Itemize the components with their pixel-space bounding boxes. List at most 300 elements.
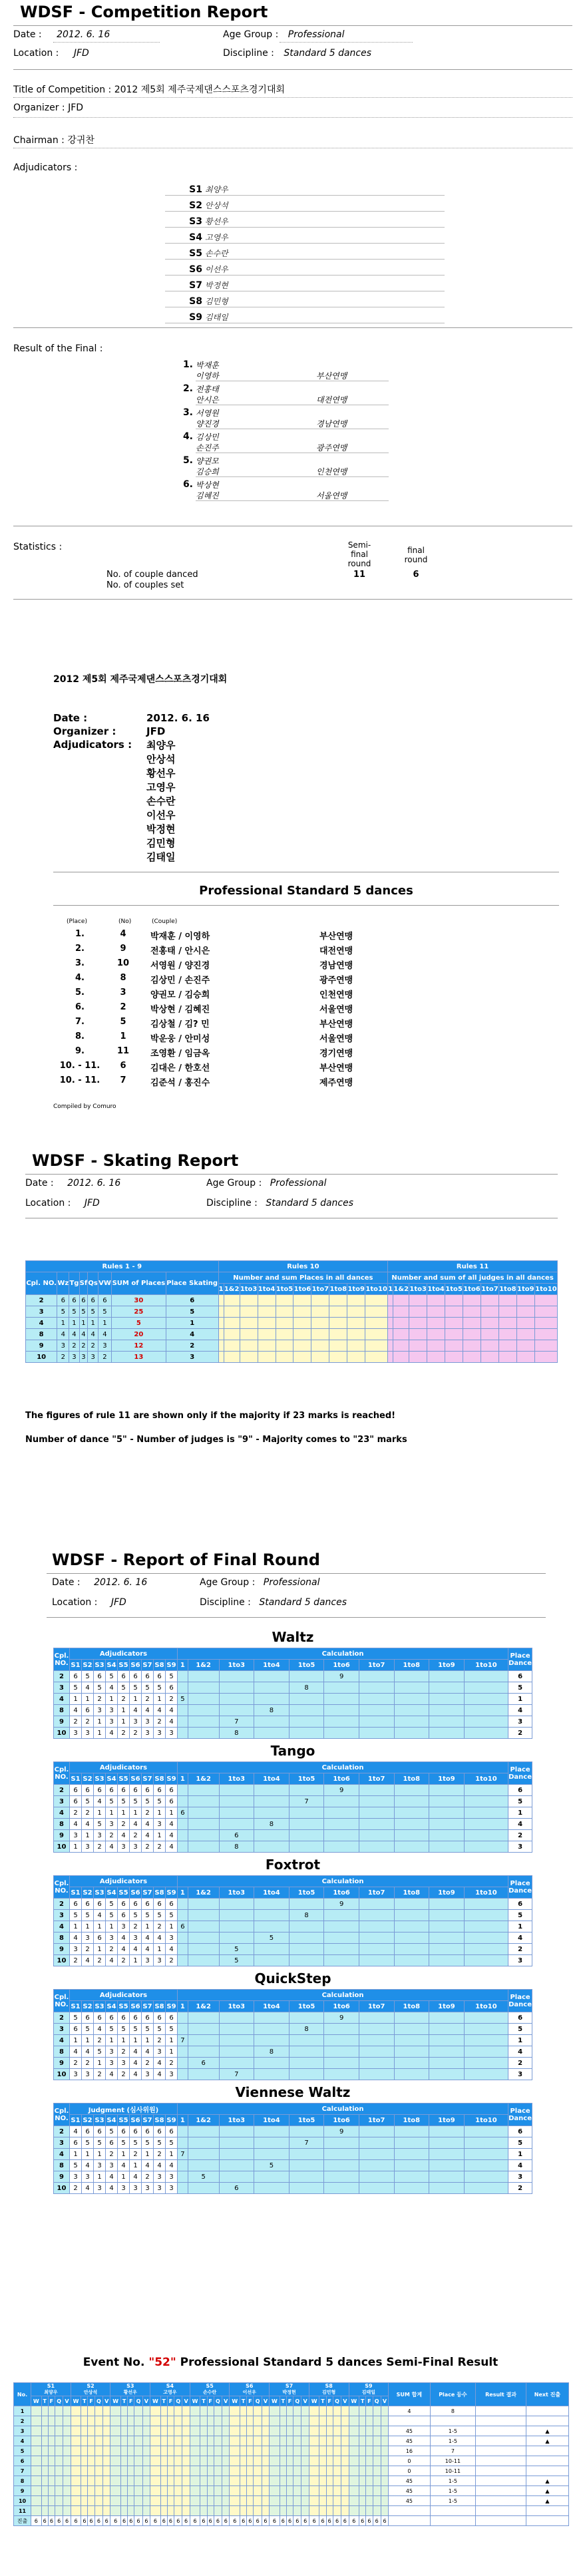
semi-footer-empty [526, 2516, 568, 2526]
calc-cell [394, 2012, 429, 2024]
judge-code: S7 [285, 2383, 293, 2389]
calc-cell [394, 2137, 429, 2149]
final-cpl: 2 [54, 1671, 70, 1682]
calc-cell [254, 1910, 290, 1921]
rule10-cell [218, 1340, 224, 1352]
semi-final-result [0, 2356, 581, 2576]
semi-mark-cell [174, 2496, 182, 2506]
calc-cell [178, 1796, 188, 1807]
calc-cell [464, 1807, 508, 1819]
summary-adjudicator: 황선우 [146, 767, 176, 779]
judge-mark: 5 [142, 1910, 154, 1921]
calc-cell: 5 [219, 1944, 254, 1955]
rule11-cell [393, 1352, 409, 1363]
final-place: 4 [508, 1932, 532, 1944]
calc-column-header: 1to8 [394, 2001, 429, 2012]
judge-mark: 2 [154, 1921, 166, 1932]
calc-cell [464, 2024, 508, 2035]
calc-column-header: 1to9 [429, 1773, 465, 1785]
calc-column-header: 1to9 [429, 1660, 465, 1671]
result-place: 4. [182, 431, 193, 442]
semi-mark-cell [381, 2456, 388, 2466]
final-place: 1 [508, 1921, 532, 1932]
semi-mark-cell [31, 2476, 42, 2486]
judge-mark: 2 [166, 1694, 178, 1705]
calc-cell [254, 1944, 290, 1955]
semi-mark-cell [55, 2416, 63, 2426]
judge-mark: 5 [106, 2126, 118, 2137]
dance-title: Waltz [272, 1629, 314, 1645]
semi-mark-cell [63, 2476, 71, 2486]
final-place: 1 [508, 2035, 532, 2046]
semi-place: 10-11 [430, 2456, 476, 2466]
semi-mark-cell [81, 2456, 88, 2466]
final-row [54, 2024, 532, 2035]
calc-column-header: 1to7 [359, 1660, 394, 1671]
calc-cell [188, 1841, 219, 1853]
judge-mark: 6 [142, 1899, 154, 1910]
calc-cell [324, 1910, 359, 1921]
semi-mark-cell [293, 2466, 301, 2476]
calc-cell [394, 1785, 429, 1796]
semi-mark-cell [301, 2406, 309, 2416]
calc-cell [464, 1785, 508, 1796]
final-place: 3 [508, 2171, 532, 2183]
calc-column-header: 1to4 [254, 2001, 290, 2012]
calc-cell [289, 1830, 324, 1841]
rule11-cell [409, 1329, 427, 1340]
semi-mark-cell [174, 2446, 182, 2456]
calc-cell [429, 1932, 465, 1944]
final-row [54, 1796, 532, 1807]
semi-mark-cell [373, 2406, 381, 2416]
calc-cell: 8 [289, 2024, 324, 2035]
dance-letter-header: Q [55, 2396, 63, 2406]
judge-mark: 3 [70, 2069, 82, 2080]
semi-mark-cell [63, 2446, 71, 2456]
judge-mark: 4 [154, 1932, 166, 1944]
rule11-cell [516, 1318, 534, 1329]
final-row [54, 2046, 532, 2058]
calc-cell [464, 2126, 508, 2137]
rule10-cell [293, 1340, 311, 1352]
semi-mark-cell [110, 2466, 121, 2476]
semi-mark-cell [190, 2476, 200, 2486]
semi-mark-cell [341, 2446, 349, 2456]
calc-cell [359, 1682, 394, 1694]
final-row [54, 1716, 532, 1728]
semi-mark-cell [366, 2416, 373, 2426]
summary-adjudicator: 박정현 [146, 823, 176, 835]
judge-mark: 6 [166, 1785, 178, 1796]
judge-header: S8 [154, 2115, 166, 2126]
semi-mark-cell [55, 2456, 63, 2466]
semi-mark-cell [190, 2416, 200, 2426]
calc-cell [359, 1830, 394, 1841]
semi-mark-cell [167, 2416, 174, 2426]
judge-mark: 4 [130, 2069, 142, 2080]
calc-cell [254, 1728, 290, 1739]
ranking-number: 8 [120, 973, 126, 983]
ranking-number: 1 [120, 1031, 126, 1041]
semi-mark-cell [270, 2486, 280, 2496]
judge-mark: 4 [70, 1932, 82, 1944]
calc-cell [178, 1682, 188, 1694]
skating-sum: 13 [112, 1352, 166, 1363]
dance-title: Tango [270, 1743, 315, 1759]
summary-date-value: 2012. 6. 16 [146, 712, 210, 724]
calc-cell [359, 1955, 394, 1966]
ranking-couple: 김상철 / 김? 민 [150, 1019, 210, 1029]
calc-cell [394, 1932, 429, 1944]
rule11-cell [463, 1306, 481, 1318]
cpl-header: Cpl. NO. [54, 1876, 70, 1899]
semi-mark-cell [333, 2436, 341, 2446]
calc-cell [289, 1716, 324, 1728]
result-entry [166, 454, 453, 478]
semi-mark-cell [293, 2476, 301, 2486]
judge-header [31, 2383, 71, 2396]
semi-mark-cell [103, 2416, 110, 2426]
final-round-title: WDSF - Report of Final Round [52, 1551, 320, 1569]
semi-footer-value: 6 [359, 2516, 366, 2526]
semi-mark-cell [41, 2426, 48, 2436]
dance-letter-header: T [319, 2396, 326, 2406]
semi-mark-cell [333, 2486, 341, 2496]
rule11-cell [388, 1340, 393, 1352]
location-label: Location : [13, 48, 59, 59]
semi-mark-cell [160, 2466, 167, 2476]
semi-result [476, 2466, 526, 2476]
final-row [54, 1841, 532, 1853]
semi-mark-cell [309, 2506, 319, 2516]
calc-cell [289, 2035, 324, 2046]
semi-mark-cell [319, 2506, 326, 2516]
skating-dance-place: 5 [57, 1306, 69, 1318]
calc-cell [464, 2058, 508, 2069]
semi-mark-cell [31, 2406, 42, 2416]
semi-footer-value: 6 [31, 2516, 42, 2526]
semi-mark-cell [280, 2476, 286, 2486]
semi-mark-cell [88, 2506, 95, 2516]
semi-mark-cell [247, 2436, 254, 2446]
calc-cell [359, 2183, 394, 2194]
age-group-value: Professional [270, 1178, 327, 1189]
semi-mark-cell [110, 2446, 121, 2456]
final-place: 4 [508, 1705, 532, 1716]
judge-mark: 5 [70, 2012, 82, 2024]
calc-cell [289, 1955, 324, 1966]
ranking-row [53, 973, 559, 988]
final-place: 1 [508, 1807, 532, 1819]
judge-mark: 4 [70, 2046, 82, 2058]
calc-cell [359, 2058, 394, 2069]
semi-footer-value: 6 [174, 2516, 182, 2526]
judge-mark: 2 [94, 2035, 106, 2046]
semi-result [476, 2476, 526, 2486]
judge-mark: 4 [70, 1819, 82, 1830]
date-label: Date : [13, 29, 42, 40]
calc-cell [359, 2160, 394, 2171]
calc-cell [359, 2069, 394, 2080]
judge-mark: 5 [130, 2137, 142, 2149]
skating-dance-place: 4 [88, 1329, 98, 1340]
judge-header: S1 [70, 2115, 82, 2126]
judge-mark: 3 [106, 1705, 118, 1716]
semi-mark-cell [381, 2486, 388, 2496]
semi-next: ▲ [526, 2476, 568, 2486]
ranking-row [53, 1031, 559, 1046]
rule10-cell [218, 1329, 224, 1340]
result-entry [166, 358, 453, 382]
semi-mark-cell [142, 2426, 150, 2436]
skating-dance-place: 2 [57, 1352, 69, 1363]
judge-mark: 4 [154, 1705, 166, 1716]
place-column-header: 1to3 [409, 1284, 427, 1295]
judge-code: S6 [246, 2383, 254, 2389]
final-cpl: 2 [54, 1785, 70, 1796]
semi-footer-value: 6 [280, 2516, 286, 2526]
rule11-cell [481, 1306, 498, 1318]
semi-mark-cell [349, 2436, 359, 2446]
title-of-competition-value: 2012 제5회 제주국제댄스스포츠경기대회 [114, 85, 285, 95]
calc-cell [289, 2160, 324, 2171]
semi-mark-cell [270, 2456, 280, 2466]
final-row [54, 2069, 532, 2080]
calc-cell [464, 1841, 508, 1853]
judge-mark: 6 [130, 1785, 142, 1796]
calc-cell [429, 1910, 465, 1921]
semi-mark-cell [286, 2406, 293, 2416]
calc-cell [359, 1807, 394, 1819]
rule10-cell [240, 1352, 258, 1363]
calc-cell [178, 1819, 188, 1830]
semi-mark-cell [230, 2466, 240, 2476]
calc-cell [429, 1728, 465, 1739]
calc-cell [464, 1932, 508, 1944]
calc-cell [219, 1671, 254, 1682]
semi-final-title-suffix: Professional Standard 5 dances Semi-Final Result [180, 2356, 498, 2369]
calc-cell [359, 1671, 394, 1682]
semi-mark-cell [230, 2406, 240, 2416]
judge-header [150, 2383, 190, 2396]
final-cpl: 8 [54, 2046, 70, 2058]
semi-sum: 0 [389, 2466, 430, 2476]
judge-code: S8 [325, 2383, 333, 2389]
judge-mark: 4 [166, 1944, 178, 1955]
judge-mark: 2 [118, 1819, 130, 1830]
place-column-header: 1to7 [311, 1284, 329, 1295]
ranking-region: 부산연맹 [319, 1019, 353, 1029]
rule10-cell [293, 1329, 311, 1340]
semi-mark-cell [254, 2436, 262, 2446]
semi-mark-cell [373, 2506, 381, 2516]
judge-mark: 5 [70, 1682, 82, 1694]
rule11-cell [388, 1352, 393, 1363]
calc-cell [254, 2035, 290, 2046]
semi-mark-cell [174, 2456, 182, 2466]
judge-header: S2 [82, 1887, 94, 1899]
judge-code: S1 [47, 2383, 55, 2389]
couples-set-label: No. of couples set [106, 580, 184, 590]
calc-cell [429, 2171, 465, 2183]
semi-sum: 4 [389, 2406, 430, 2416]
semi-no: 1 [14, 2406, 31, 2416]
semi-mark-cell [214, 2416, 222, 2426]
judge-mark: 3 [94, 1830, 106, 1841]
final-row [54, 2149, 532, 2160]
semi-mark-cell [41, 2496, 48, 2506]
age-group-label: Age Group : [200, 1577, 256, 1588]
judge-mark: 3 [130, 2183, 142, 2194]
rule10-cell [329, 1329, 347, 1340]
ranking-place: 3. [75, 958, 85, 968]
adjudicators-header: Judgment (심사위원) [70, 2104, 178, 2115]
judge-code: S2 [87, 2383, 95, 2389]
semi-mark-cell [381, 2466, 388, 2476]
judge-mark: 3 [106, 1819, 118, 1830]
calc-cell [394, 1944, 429, 1955]
summary-date-label: Date : [53, 712, 88, 724]
skating-row [26, 1329, 558, 1340]
rules-10-subheader: Number and sum Places in all dances [218, 1272, 388, 1284]
calc-cell [254, 2126, 290, 2137]
judge-mark: 5 [94, 2046, 106, 2058]
ranking-place: 5. [75, 988, 85, 998]
judge-mark: 5 [118, 1682, 130, 1694]
semi-mark-cell [128, 2496, 134, 2506]
calc-cell [394, 2024, 429, 2035]
dance-letter-header: F [286, 2396, 293, 2406]
semi-mark-cell [182, 2456, 190, 2466]
rule10-cell [224, 1340, 240, 1352]
rule10-cell [347, 1295, 365, 1306]
judge-mark: 6 [166, 1796, 178, 1807]
skating-note-1: The figures of rule 11 are shown only if the majority if 23 marks is reached! [25, 1411, 396, 1421]
judge-mark: 1 [118, 2171, 130, 2183]
calc-cell [188, 1899, 219, 1910]
skating-dance-place: 3 [57, 1340, 69, 1352]
judge-mark: 1 [106, 1694, 118, 1705]
result-entry [166, 382, 453, 406]
rule11-cell [481, 1318, 498, 1329]
calc-cell [178, 2024, 188, 2035]
rule11-cell [445, 1340, 463, 1352]
judge-mark: 3 [166, 1728, 178, 1739]
dance-header: Sf [79, 1272, 88, 1295]
judge-mark: 6 [70, 2024, 82, 2035]
rule10-cell [218, 1352, 224, 1363]
rule11-cell [498, 1318, 516, 1329]
ranking-couple: 전홍태 / 안시은 [150, 946, 210, 956]
judge-mark: 4 [106, 2171, 118, 2183]
judge-mark: 3 [130, 1841, 142, 1853]
skating-dance-place: 4 [98, 1329, 111, 1340]
semi-place [430, 2506, 476, 2516]
semi-mark-cell [48, 2506, 55, 2516]
dance-letter-header: F [366, 2396, 373, 2406]
semi-sum [389, 2416, 430, 2426]
semi-footer-value: 6 [48, 2516, 55, 2526]
judge-mark: 5 [118, 2024, 130, 2035]
calc-cell [178, 2069, 188, 2080]
divider [13, 69, 572, 70]
calc-cell [254, 1830, 290, 1841]
judge-mark: 4 [154, 2069, 166, 2080]
judge-mark: 2 [166, 2058, 178, 2069]
semi-row [14, 2436, 569, 2446]
rule11-cell [388, 1318, 393, 1329]
judge-mark: 1 [70, 1694, 82, 1705]
place-column-header: 1to9 [516, 1284, 534, 1295]
calc-cell [359, 1910, 394, 1921]
place-column-header: 1to9 [347, 1284, 365, 1295]
judge-mark: 2 [106, 2149, 118, 2160]
judge-mark: 6 [166, 2012, 178, 2024]
semi-sum: 16 [389, 2446, 430, 2456]
semi-footer-value: 6 [262, 2516, 269, 2526]
judge-header: S7 [142, 1660, 154, 1671]
judge-header: S5 [118, 1773, 130, 1785]
judge-mark: 5 [70, 2160, 82, 2171]
semi-mark-cell [174, 2436, 182, 2446]
calc-cell [289, 2046, 324, 2058]
adjudicators-header: Adjudicators [70, 1762, 178, 1773]
semi-mark-cell [31, 2416, 42, 2426]
summary-header: Place 등수 [430, 2383, 476, 2406]
semi-mark-cell [63, 2486, 71, 2496]
calc-cell [394, 1899, 429, 1910]
judge-mark: 6 [118, 1785, 130, 1796]
adjudicators-header: Adjudicators [70, 1990, 178, 2001]
calc-cell [359, 1785, 394, 1796]
judge-header: S4 [106, 2001, 118, 2012]
semi-next [526, 2456, 568, 2466]
calc-cell: 9 [324, 1785, 359, 1796]
statistics [13, 526, 572, 606]
semi-row [14, 2426, 569, 2436]
calc-cell [394, 2183, 429, 2194]
semi-mark-cell [174, 2486, 182, 2496]
ranking-table [53, 929, 559, 1090]
dance-letter-header: Q [174, 2396, 182, 2406]
semi-mark-cell [63, 2406, 71, 2416]
semi-mark-cell [349, 2476, 359, 2486]
organizer-value: JFD [68, 102, 84, 113]
calc-cell [394, 2171, 429, 2183]
rule10-cell [240, 1329, 258, 1340]
calc-column-header: 1to4 [254, 1660, 290, 1671]
semi-mark-cell [41, 2466, 48, 2476]
result-partner-1: 서영원 [196, 409, 219, 418]
judge-mark: 6 [82, 1785, 94, 1796]
semi-mark-cell [349, 2416, 359, 2426]
calc-cell [359, 1796, 394, 1807]
calc-cell [324, 2137, 359, 2149]
semi-footer-value: 6 [200, 2516, 207, 2526]
judge-mark: 1 [118, 2035, 130, 2046]
semi-mark-cell [190, 2446, 200, 2456]
rule10-cell [329, 1318, 347, 1329]
rule10-cell [276, 1306, 293, 1318]
semi-mark-cell [160, 2486, 167, 2496]
semi-footer-empty [430, 2516, 476, 2526]
rule10-cell [329, 1295, 347, 1306]
judge-mark: 5 [82, 2137, 94, 2149]
calc-cell [359, 2046, 394, 2058]
semi-mark-cell [174, 2506, 182, 2516]
chairman-label: Chairman : [13, 135, 65, 146]
